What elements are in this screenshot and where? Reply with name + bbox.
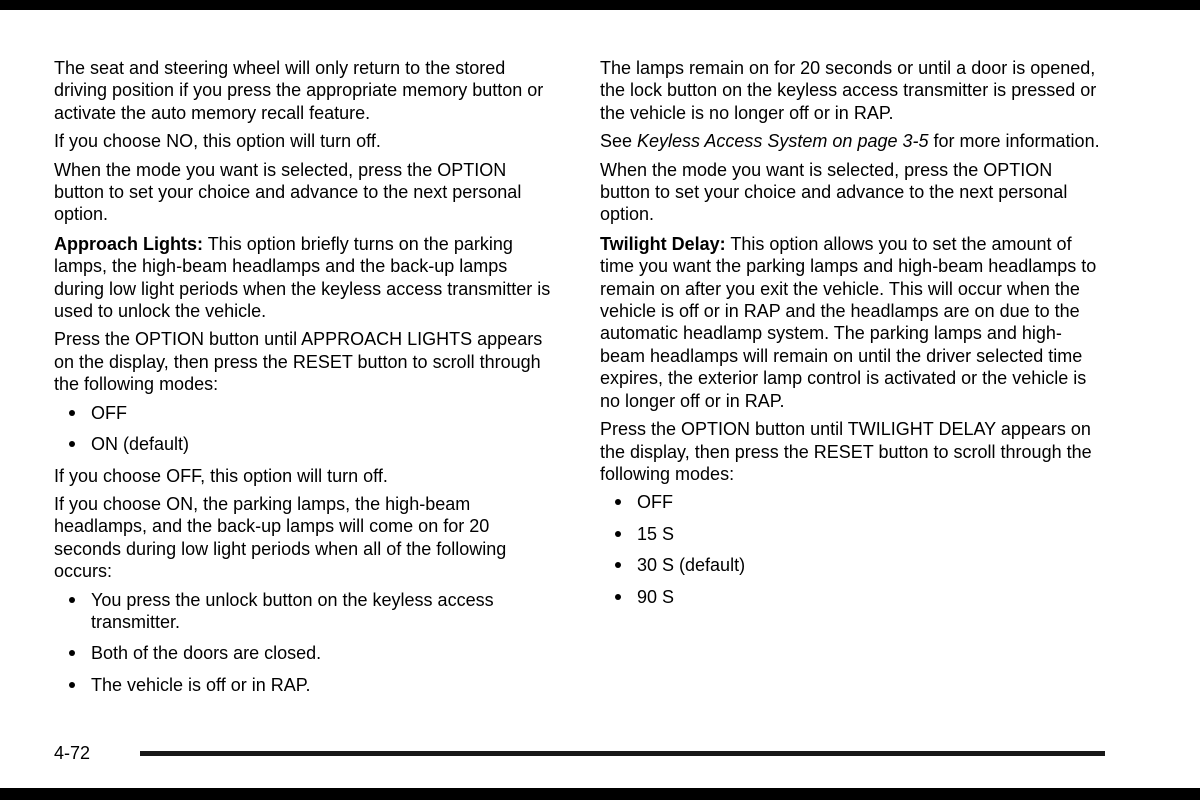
paragraph-lamps-remain: The lamps remain on for 20 seconds or until a door is opened, the lock button on the keyless access transmitter is pressed or the vehicle is no longer off or in RAP. <box>600 58 1097 123</box>
paragraph-approach-lights <box>54 233 560 323</box>
twilight-delay-mode-list <box>600 491 1106 608</box>
list-item: The vehicle is off or in RAP. <box>54 674 560 696</box>
list-item: 90 S <box>600 586 1106 608</box>
page-bottom-border <box>0 788 1200 800</box>
list-item: 15 S <box>600 523 1106 545</box>
list-item: OFF <box>600 491 1106 513</box>
page-footer <box>54 743 1105 764</box>
list-item: Both of the doors are closed. <box>54 642 560 664</box>
left-column <box>54 57 560 705</box>
see-reference-prefix: See <box>600 131 638 152</box>
option-text-twilight-delay: This option allows you to set the amount of time you want the parking lamps and high-beam headlamps to remain on after you exit the vehicle. This will occur when the vehicle is off or in RAP and the headlamps are on due to the automatic headlamp system. The parking lamps and high-beam headlamps will remain on until the driver selected time expires, the exterior lamp control is activated or the vehicle is no longer off or in RAP. <box>600 233 1097 411</box>
list-item: ON (default) <box>54 433 560 455</box>
manual-page-content <box>54 57 1106 705</box>
option-heading-approach-lights: Approach Lights: <box>54 233 203 254</box>
list-item: You press the unlock button on the keyless access transmitter. <box>54 589 560 634</box>
right-column <box>600 57 1106 705</box>
paragraph-choose-off: If you choose OFF, this option will turn off. <box>54 465 388 486</box>
footer-rule <box>140 751 1105 756</box>
list-item: 30 S (default) <box>600 554 1106 576</box>
cross-reference-keyless-access: Keyless Access System on page 3-5 <box>637 131 929 152</box>
paragraph-press-option: Press the OPTION button until TWILIGHT DELAY appears on the display, then press the RESET button to scroll through the following modes: <box>600 419 1092 484</box>
paragraph-mode-selected: When the mode you want is selected, press the OPTION button to set your choice and advance to the next personal option. <box>54 159 522 225</box>
paragraph-memory-recall: The seat and steering wheel will only return to the stored driving position if you press the appropriate memory button or activate the auto memory recall feature. <box>54 58 544 123</box>
approach-lights-mode-list <box>54 402 560 456</box>
paragraph-twilight-delay <box>600 233 1106 412</box>
see-reference-suffix: for more information. <box>928 131 1100 152</box>
page-top-border <box>0 0 1200 10</box>
option-heading-twilight-delay: Twilight Delay: <box>600 233 726 254</box>
option-text-approach-lights: This option briefly turns on the parking lamps, the high-beam headlamps and the back-up lamps during low light periods when the keyless access transmitter is used to unlock the vehicle. <box>54 233 551 322</box>
paragraph-choose-on: If you choose ON, the parking lamps, the high-beam headlamps, and the back-up lamps will come on for 20 seconds during low light periods when all of the following occurs: <box>54 493 507 582</box>
paragraph-see-reference <box>600 130 1106 152</box>
page-number: 4-72 <box>54 743 91 763</box>
paragraph-mode-selected: When the mode you want is selected, press the OPTION button to set your choice and advance to the next personal option. <box>600 159 1068 225</box>
approach-lights-conditions-list <box>54 589 560 697</box>
paragraph-press-option: Press the OPTION button until APPROACH LIGHTS appears on the display, then press the RESET button to scroll through the following modes: <box>54 329 543 395</box>
paragraph-choose-no: If you choose NO, this option will turn off. <box>54 131 381 152</box>
list-item: OFF <box>54 402 560 424</box>
